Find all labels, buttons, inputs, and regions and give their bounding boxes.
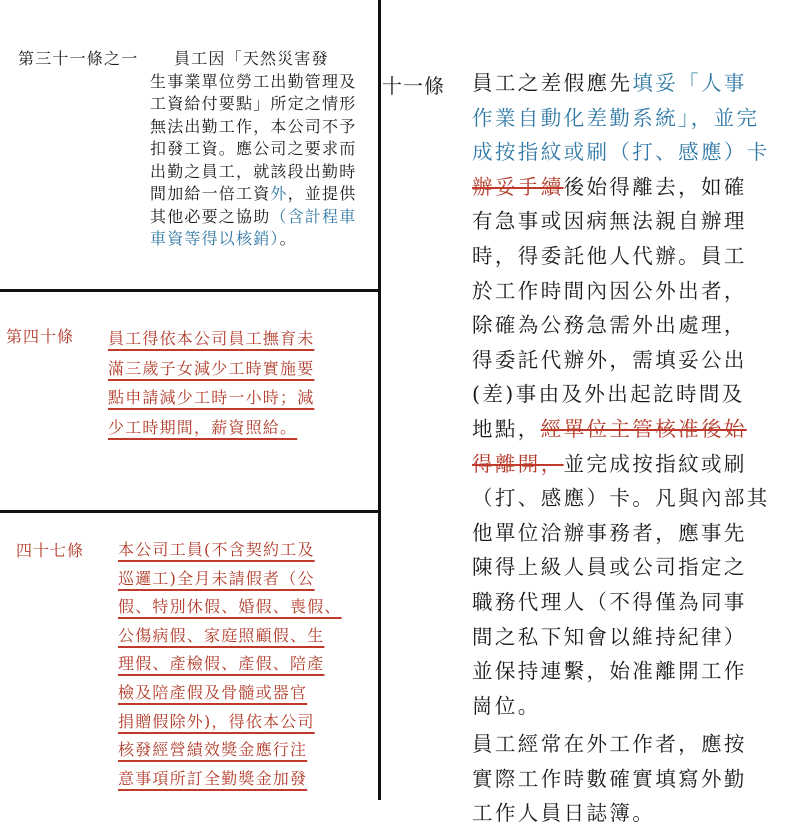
text-line: 假、特別休假、婚假、喪假、 bbox=[118, 597, 342, 617]
added-text: 填妥「人事 bbox=[632, 71, 747, 95]
text-line: 員工經常在外工作者，應按 bbox=[472, 732, 747, 757]
text-line: （打、感應）卡。凡與內部其 bbox=[472, 486, 770, 511]
text-line: 除確為公務急需外出處理， bbox=[472, 313, 747, 338]
text-line: 扣發工資。應公司之要求而 bbox=[150, 139, 357, 158]
text-line: 公傷病假、家庭照顧假、生 bbox=[118, 625, 325, 645]
text-line bbox=[150, 206, 372, 229]
text-line: 崗位。 bbox=[472, 693, 541, 718]
article-label: 十一條 bbox=[382, 74, 445, 98]
text-line: 職務代理人（不得僅為同事 bbox=[472, 589, 747, 614]
text-line: 出勤之員工，就該段出勤時 bbox=[150, 161, 357, 181]
text-segment: 並完成按指紋或刷 bbox=[563, 451, 747, 476]
text-line: 員工得依本公司員工撫育未 bbox=[108, 329, 315, 348]
text-segment: 員工之差假應先 bbox=[472, 71, 633, 95]
text-line: 作業自動化差勤系統」，並完 bbox=[472, 105, 760, 130]
text-line: 意事項所訂全勤獎金加發 bbox=[118, 768, 308, 788]
text-line: 員工因「天然災害發 bbox=[174, 49, 329, 68]
article-31-1-panel bbox=[0, 0, 378, 290]
article-40-panel bbox=[0, 292, 378, 510]
text-line bbox=[472, 170, 770, 205]
article-label: 四十七條 bbox=[16, 541, 85, 560]
text-line: 點申請減少工時一小時；減 bbox=[108, 388, 315, 407]
horizontal-divider-2 bbox=[0, 510, 379, 513]
text-line bbox=[150, 183, 372, 206]
text-line: 工作人員日誌簿。 bbox=[472, 801, 656, 826]
deleted-text: 辦妥手續 bbox=[472, 174, 564, 199]
text-line: 滿三歲子女減少工時實施要 bbox=[108, 358, 315, 378]
text-segment: 其他必要之協助 bbox=[150, 206, 271, 226]
text-line: 陳得上級人員或公司指定之 bbox=[472, 555, 747, 580]
text-line: 間之私下知會以維持紀律） bbox=[472, 624, 747, 649]
text-line: 有急事或因病無法親自辦理 bbox=[472, 209, 747, 234]
vertical-divider bbox=[378, 0, 381, 800]
text-line bbox=[472, 412, 770, 447]
text-line: 時，得委託他人代辦。員工 bbox=[472, 243, 747, 268]
article-47-panel bbox=[0, 514, 378, 800]
text-line: 捐贈假除外)，得依本公司 bbox=[118, 711, 315, 731]
text-line: 少工時期間，薪資照給。 bbox=[108, 417, 298, 437]
text-line: 理假、產檢假、產假、陪產 bbox=[118, 654, 325, 674]
deleted-text: 得離開， bbox=[472, 451, 564, 476]
deleted-text: 經單位主管核准後始 bbox=[540, 416, 747, 441]
added-text: （含計程車 bbox=[270, 206, 357, 226]
text-line bbox=[472, 66, 770, 101]
text-segment: 間加給一倍工資 bbox=[150, 184, 271, 203]
article-body bbox=[108, 324, 314, 442]
text-line: 本公司工員(不含契約工及 bbox=[118, 540, 315, 559]
text-line: 並保持連繫，始准離開工作 bbox=[472, 659, 747, 684]
added-text: 車資等得以核銷） bbox=[150, 229, 280, 248]
text-line: 於工作時間內因公外出者， bbox=[472, 278, 747, 303]
text-line: 成按指紋或刷（打、感應）卡 bbox=[472, 140, 770, 165]
article-body bbox=[118, 536, 342, 793]
article-label: 第三十一條之一 bbox=[18, 49, 139, 68]
text-segment: 地點， bbox=[472, 416, 541, 441]
added-text: 外 bbox=[270, 184, 288, 203]
article-label: 第四十條 bbox=[6, 327, 75, 346]
text-line: 工資給付要點」所定之情形 bbox=[150, 94, 357, 113]
article-body bbox=[472, 66, 770, 831]
article-body bbox=[150, 48, 372, 251]
text-line: 他單位洽辦事務者，應事先 bbox=[472, 520, 747, 545]
text-segment: ，並提供 bbox=[287, 184, 357, 203]
text-line: 核發經營績效獎金應行注 bbox=[118, 740, 308, 760]
article-leave-panel bbox=[382, 0, 800, 826]
text-segment: 。 bbox=[279, 229, 297, 248]
text-line: (差)事由及外出起訖時間及 bbox=[472, 382, 745, 407]
text-line bbox=[150, 228, 372, 251]
text-line: 檢及陪產假及骨髓或器官 bbox=[118, 682, 308, 702]
text-segment: 後始得離去，如確 bbox=[563, 174, 747, 199]
text-line: 無法出勤工作，本公司不予 bbox=[150, 116, 357, 136]
text-line: 巡邏工)全月未請假者（公 bbox=[118, 568, 315, 588]
text-line: 得委託代辦外，需填妥公出 bbox=[472, 347, 747, 372]
text-line bbox=[472, 447, 770, 482]
text-line: 實際工作時數確實填寫外勤 bbox=[472, 766, 747, 791]
text-line: 生事業單位勞工出勤管理及 bbox=[150, 71, 357, 91]
